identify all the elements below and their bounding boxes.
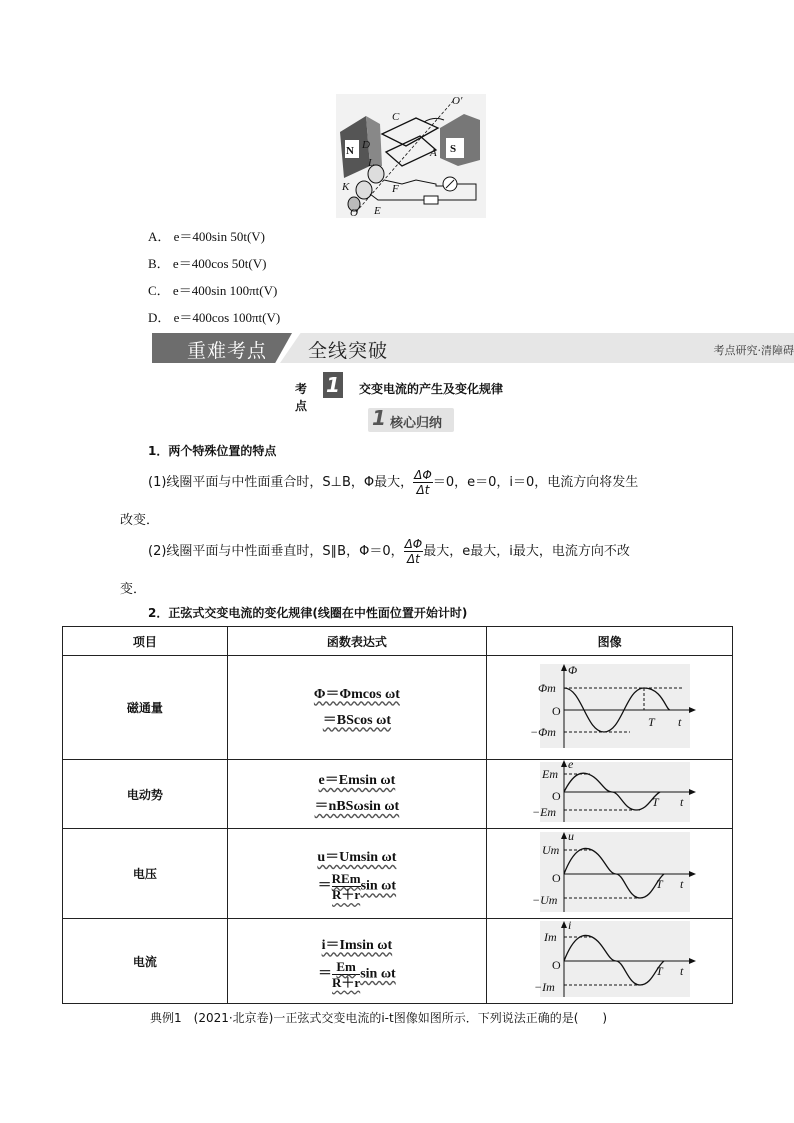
sin-graph: [520, 919, 700, 999]
table-row: [63, 656, 733, 760]
option-letter: A．: [148, 229, 171, 244]
option-text: e＝400sin 100πt(V): [172, 283, 278, 298]
banner-right-title: 全线突破: [308, 340, 389, 362]
section1-p1: [148, 468, 638, 497]
option-b[interactable]: [148, 253, 266, 272]
label-e: E: [374, 205, 381, 217]
header-graph: 图像: [487, 627, 733, 656]
header-formula: 函数表达式: [227, 627, 487, 656]
graph-t-label: t: [679, 795, 683, 809]
label-n: N: [346, 145, 354, 157]
frac-numerator: ΔΦ: [414, 468, 432, 482]
graph-min-label: −Um: [531, 892, 557, 907]
graph-origin-label: O: [551, 870, 561, 885]
row-graph: [487, 919, 733, 1004]
fraction-denominator: R＋r: [332, 974, 361, 990]
graph-max-label: Em: [541, 767, 558, 781]
option-text: e＝400sin 50t(V): [173, 229, 265, 244]
formula-line-2: ＝nBSωsin ωt: [314, 799, 400, 814]
label-o-prime: O′: [452, 95, 463, 107]
section1-heading: 1．两个特殊位置的特点: [148, 444, 277, 458]
fraction-tail: sin ωt: [360, 966, 396, 982]
hexin-text: 核心归纳: [390, 416, 443, 431]
graph-y-label: e: [567, 760, 573, 771]
banner-left-title: 重难考点: [187, 340, 268, 362]
graph-t-label: t: [679, 876, 683, 891]
fraction-tail: sin ωt: [360, 878, 397, 894]
hexin-number: 1: [372, 406, 386, 430]
kaodian-title: 交变电流的产生及变化规律: [359, 382, 504, 396]
graph-min-label: −Em: [531, 805, 556, 819]
graph-min-label: −Im: [533, 980, 555, 994]
p1-text-b: ＝0，e＝0，i＝0，电流方向将发生: [432, 475, 639, 490]
fraction-numerator: REm: [331, 871, 361, 886]
graph-origin-label: O: [551, 703, 561, 718]
row-name: 电压: [63, 829, 228, 919]
option-letter: C．: [148, 283, 170, 298]
formula-line-1: Φ＝Φmcos ωt: [313, 686, 400, 702]
option-d[interactable]: [148, 307, 280, 326]
frac-numerator: ΔΦ: [404, 537, 423, 551]
row-formula: [227, 760, 487, 829]
sine-law-table: [62, 626, 733, 1004]
frac-denominator: Δt: [416, 483, 430, 497]
graph-period-label: T: [651, 795, 659, 809]
row-graph: [487, 760, 733, 829]
section1-p2-end: 变．: [120, 582, 147, 597]
graph-origin-label: O: [551, 958, 561, 972]
label-s: S: [450, 143, 457, 155]
label-l: L: [368, 157, 375, 169]
formula-line-2: ＝ REm R＋rsin ωt: [317, 871, 397, 902]
option-letter: B．: [148, 256, 170, 271]
table-row: [63, 760, 733, 829]
delta-phi-fraction: [413, 468, 433, 497]
kaodian-number: 1: [323, 372, 343, 398]
formula-line-1: u＝Umsin ωt: [317, 850, 397, 865]
graph-max-label: Φm: [537, 680, 556, 695]
section2-heading: 2．正弦式交变电流的变化规律(线圈在中性面位置开始计时): [148, 606, 468, 620]
section1-p1-end: 改变．: [120, 513, 160, 528]
label-d: D: [362, 139, 370, 151]
graph-max-label: Im: [543, 930, 557, 944]
section-banner: [152, 333, 794, 363]
graph-period-label: T: [655, 876, 663, 891]
delta-phi-fraction: [404, 537, 424, 566]
row-graph: [487, 656, 733, 760]
header-item: 项目: [63, 627, 228, 656]
hexin-label: [368, 408, 454, 432]
option-letter: D．: [148, 310, 171, 325]
row-formula: [227, 829, 487, 919]
graph-t-label: t: [679, 964, 683, 978]
sin-graph: [520, 830, 700, 914]
label-o: O: [350, 207, 358, 218]
formula-line-1: e＝Emsin ωt: [318, 773, 396, 788]
fraction-denominator: R＋r: [332, 887, 361, 902]
label-c: C: [392, 111, 400, 123]
p2-text-b: 最大，e最大，i最大，电流方向不改: [423, 544, 630, 559]
graph-y-label: Φ: [567, 662, 577, 677]
formula-line-1: i＝Imsin ωt: [321, 937, 393, 953]
row-graph: [487, 829, 733, 919]
kaodian-prefix: 考点: [295, 382, 308, 413]
banner-tail: 考点研究·清障碍: [713, 344, 794, 357]
row-name: 电动势: [63, 760, 228, 829]
option-c[interactable]: [148, 280, 277, 299]
sin-graph: [520, 760, 700, 824]
option-text: e＝400cos 50t(V): [172, 256, 267, 271]
section1-p2: [148, 537, 630, 566]
table-row: [63, 829, 733, 919]
graph-origin-label: O: [551, 789, 561, 803]
graph-max-label: Um: [541, 842, 559, 857]
label-a: A: [430, 147, 437, 159]
p2-text-a: (2)线圈平面与中性面垂直时，S∥B，Φ＝0，: [148, 544, 404, 559]
table-row: [63, 919, 733, 1004]
row-name: 磁通量: [63, 656, 228, 760]
formula-line-2: ＝BScos ωt: [322, 712, 391, 728]
label-f: F: [392, 183, 399, 195]
graph-min-label: −Φm: [529, 724, 556, 739]
option-text: e＝400cos 100πt(V): [173, 310, 281, 325]
generator-figure: [336, 94, 486, 218]
row-formula: [227, 919, 487, 1004]
option-a[interactable]: [148, 226, 265, 245]
graph-y-label: u: [567, 829, 574, 843]
graph-y-label: i: [567, 919, 571, 932]
graph-period-label: T: [647, 714, 655, 729]
formula-line-2: ＝ $\frac{Em}{R+r}\sin$ ωt: [318, 958, 396, 990]
fraction-numerator: Em: [332, 959, 360, 975]
example-text: 典例1 (2021·北京卷)一正弦式交变电流的i-t图像如图所示．下列说法正确的是( ): [150, 1011, 608, 1025]
graph-period-label: T: [655, 964, 663, 978]
frac-denominator: Δt: [406, 552, 420, 566]
row-formula: [227, 656, 487, 760]
p1-text-a: (1)线圈平面与中性面重合时，S⊥B，Φ最大，: [148, 475, 414, 490]
row-name: 电流: [63, 919, 228, 1004]
cos-graph: [520, 660, 700, 752]
graph-t-label: t: [677, 714, 681, 729]
label-k: K: [342, 181, 350, 193]
